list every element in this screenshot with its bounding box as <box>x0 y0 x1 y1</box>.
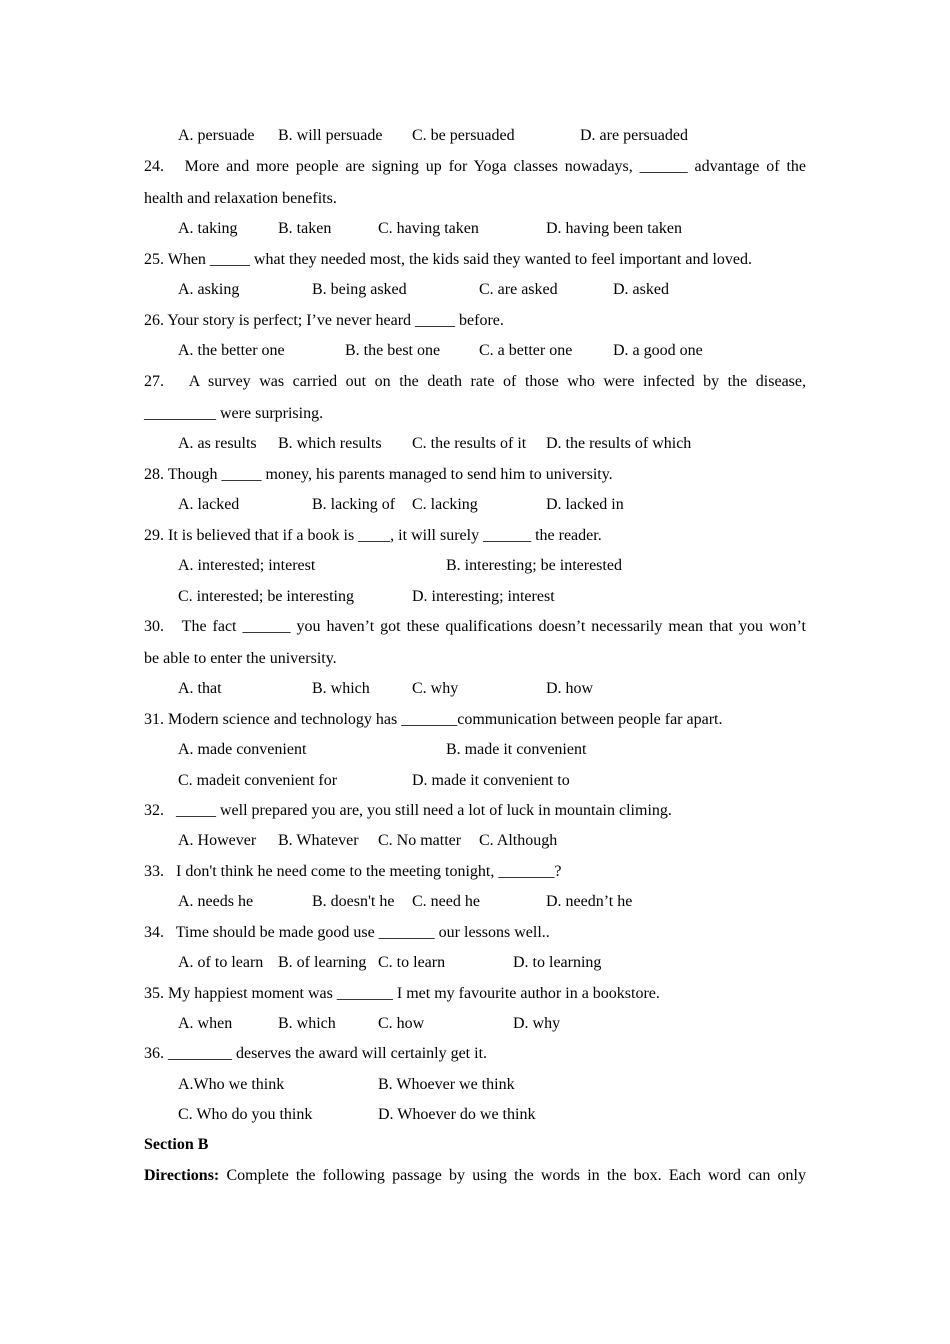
q36-option-c: C. Who do you think <box>178 1106 313 1123</box>
q31-option-b: B. made it convenient <box>446 741 587 758</box>
q24-stem-line1: 24. More and more people are signing up for Yoga classes nowadays, ______ advantage of the <box>144 158 806 175</box>
q23-option-c: C. be persuaded <box>412 127 515 144</box>
section-b-title: Section B <box>144 1136 209 1153</box>
q23-option-d: D. are persuaded <box>580 127 688 144</box>
q28-option-a: A. lacked <box>178 496 240 513</box>
q24-option-a: A. taking <box>178 220 238 237</box>
q33-option-a: A. needs he <box>178 893 254 910</box>
q30-stem-line2: be able to enter the university. <box>144 650 337 667</box>
q35-option-c: C. how <box>378 1015 425 1032</box>
q29-option-d: D. interesting; interest <box>412 588 555 605</box>
q28-stem: 28. Though _____ money, his parents managed to send him to university. <box>144 466 613 483</box>
q34-option-b: B. of learning <box>278 954 367 971</box>
q26-option-c: C. a better one <box>479 342 573 359</box>
q34-stem: 34. Time should be made good use _______ our lessons well.. <box>144 924 550 941</box>
q33-option-d: D. needn’t he <box>546 893 633 910</box>
q30-option-c: C. why <box>412 680 459 697</box>
q30-option-d: D. how <box>546 680 594 697</box>
q26-stem: 26. Your story is perfect; I’ve never heard _____ before. <box>144 312 504 329</box>
q27-stem-line1: 27. A survey was carried out on the death rate of those who were infected by the disease, <box>144 373 806 390</box>
q35-stem: 35. My happiest moment was _______ I met my favourite author in a bookstore. <box>144 985 660 1002</box>
q32-option-a: A. However <box>178 832 257 849</box>
q31-option-c: C. madeit convenient for <box>178 772 338 789</box>
directions-text: Complete the following passage by using the words in the box. Each word can only <box>219 1167 806 1184</box>
q32-stem: 32. _____ well prepared you are, you still need a lot of luck in mountain climing. <box>144 802 672 819</box>
q34-option-d: D. to learning <box>513 954 602 971</box>
q33-option-b: B. doesn't he <box>312 893 395 910</box>
q27-option-b: B. which results <box>278 435 382 452</box>
q26-option-b: B. the best one <box>345 342 441 359</box>
q31-option-a: A. made convenient <box>178 741 307 758</box>
q35-option-d: D. why <box>513 1015 561 1032</box>
q27-stem-line2: _________ were surprising. <box>144 405 324 422</box>
q29-option-a: A. interested; interest <box>178 557 316 574</box>
q35-option-a: A. when <box>178 1015 233 1032</box>
q34-option-a: A. of to learn <box>178 954 264 971</box>
q36-option-a: A.Who we think <box>178 1076 285 1093</box>
q30-option-b: B. which <box>312 680 370 697</box>
q36-stem: 36. ________ deserves the award will certainly get it. <box>144 1045 488 1062</box>
q32-option-c: C. No matter <box>378 832 462 849</box>
q31-stem: 31. Modern science and technology has _______communication between people far apart. <box>144 711 723 728</box>
q32-option-d: C. Although <box>479 832 558 849</box>
q24-option-b: B. taken <box>278 220 332 237</box>
q25-option-d: D. asked <box>613 281 669 298</box>
q23-option-a: A. persuade <box>178 127 255 144</box>
q33-option-c: C. need he <box>412 893 480 910</box>
q36-option-d: D. Whoever do we think <box>378 1106 536 1123</box>
q26-option-d: D. a good one <box>613 342 703 359</box>
q25-option-c: C. are asked <box>479 281 558 298</box>
q32-option-b: B. Whatever <box>278 832 359 849</box>
q26-option-a: A. the better one <box>178 342 285 359</box>
q34-option-c: C. to learn <box>378 954 446 971</box>
q25-stem: 25. When _____ what they needed most, the kids said they wanted to feel important and loved. <box>144 251 753 268</box>
q36-option-b: B. Whoever we think <box>378 1076 515 1093</box>
q24-stem-line2: health and relaxation benefits. <box>144 190 337 207</box>
q30-stem-line1: 30. The fact ______ you haven’t got these qualifications doesn’t necessarily mean that you won’t <box>144 618 806 635</box>
q28-option-d: D. lacked in <box>546 496 624 513</box>
q23-option-b: B. will persuade <box>278 127 383 144</box>
q35-option-b: B. which <box>278 1015 336 1032</box>
q28-option-c: C. lacking <box>412 496 478 513</box>
q29-stem: 29. It is believed that if a book is ____, it will surely ______ the reader. <box>144 527 602 544</box>
q24-option-c: C. having taken <box>378 220 479 237</box>
q30-option-a: A. that <box>178 680 222 697</box>
directions-label: Directions: <box>144 1167 220 1184</box>
q25-option-a: A. asking <box>178 281 240 298</box>
q29-option-b: B. interesting; be interested <box>446 557 622 574</box>
q28-option-b: B. lacking of <box>312 496 396 513</box>
q27-option-c: C. the results of it <box>412 435 527 452</box>
q29-option-c: C. interested; be interesting <box>178 588 354 605</box>
q31-option-d: D. made it convenient to <box>412 772 570 789</box>
q27-option-a: A. as results <box>178 435 257 452</box>
q27-option-d: D. the results of which <box>546 435 692 452</box>
q33-stem: 33. I don't think he need come to the meeting tonight, _______? <box>144 863 562 880</box>
q24-option-d: D. having been taken <box>546 220 682 237</box>
section-b-directions <box>144 1166 806 1186</box>
q25-option-b: B. being asked <box>312 281 407 298</box>
